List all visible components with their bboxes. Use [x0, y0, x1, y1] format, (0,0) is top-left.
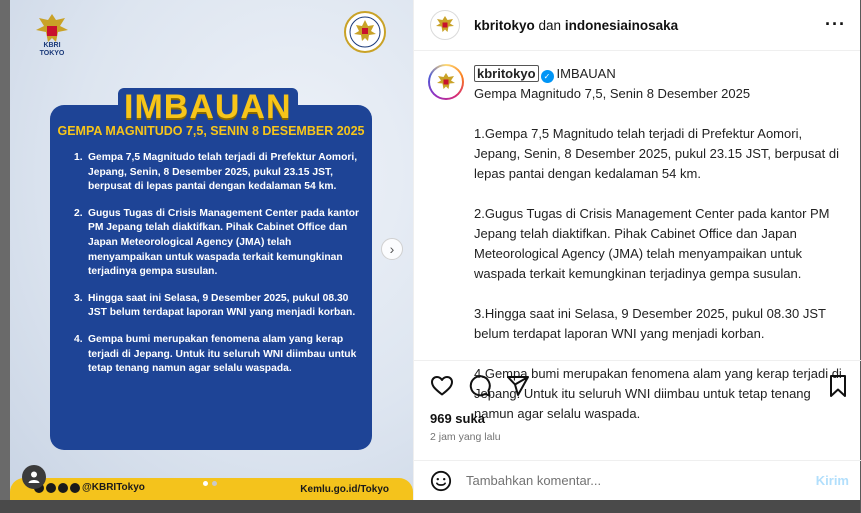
- point-text: Gempa 7,5 Magnitudo telah terjadi di Prefektur Aomori, Jepang, Senin, 8 Desember 2025, pukul 23.15 JST, berpusat di lepas pantai dengan kedalaman 54 km.: [88, 152, 358, 193]
- action-icons: [430, 374, 530, 398]
- caption-subtitle: Gempa Magnitudo 7,5, Senin 8 Desember 2025: [474, 86, 751, 101]
- background-overlay: [0, 0, 10, 513]
- carousel-dots: [203, 481, 217, 486]
- post-timestamp[interactable]: 2 jam yang lalu: [430, 431, 501, 443]
- heart-icon[interactable]: [430, 374, 454, 398]
- comment-icon[interactable]: [468, 374, 492, 398]
- media-subhead: GEMPA MAGNITUDO 7,5, SENIN 8 DESEMBER 2025: [57, 124, 365, 138]
- point-number: 1.: [74, 152, 83, 163]
- youtube-icon: [70, 483, 80, 493]
- list-item: [74, 333, 366, 377]
- post-modal: [10, 0, 860, 500]
- announcement-points: [74, 151, 366, 389]
- point-text: Gempa bumi merupakan fenomena alam yang kerap terjadi di Jepang. Untuk itu seluruh WNI diimbau untuk tetap tenang namun agar selalu waspada.: [88, 333, 357, 375]
- likes-count[interactable]: 969 suka: [430, 411, 485, 426]
- kbri-tokyo-logo: [24, 42, 80, 58]
- ministry-seal-icon: [343, 10, 387, 54]
- list-item: [74, 292, 366, 321]
- avatar[interactable]: [430, 10, 460, 40]
- emoji-icon[interactable]: [430, 470, 452, 492]
- caption-paragraph: 1.Gempa 7,5 Magnitudo telah terjadi di Prefektur Aomori, Jepang, Senin, 8 Desember 2025, pukul 23.15 JST, berpusat di lepas pantai dengan kedalaman 54 km.: [474, 126, 839, 181]
- garuda-avatar-icon: [434, 14, 456, 36]
- social-handles: [34, 482, 145, 493]
- kbri-logo-text: KBRI TOKYO: [39, 42, 65, 57]
- post-comment-button[interactable]: Kirim: [815, 473, 849, 488]
- post-details: [413, 0, 860, 500]
- carousel-dot-active: [203, 481, 208, 486]
- caption-paragraph: 4.Gempa bumi merupakan fenomena alam yang kerap terjadi di Jepang. Untuk itu seluruh WNI diimbau untuk tetap tenang namun agar selalu waspada.: [474, 366, 842, 421]
- chevron-right-icon: ›: [389, 241, 395, 257]
- carousel-next-button[interactable]: [381, 238, 403, 260]
- bookmark-icon[interactable]: [827, 374, 849, 398]
- verified-badge-icon: ✓: [541, 70, 554, 83]
- post-caption: [474, 64, 845, 421]
- list-item: [74, 151, 366, 195]
- authors-connector: dan: [538, 17, 562, 33]
- caption-paragraph: 2.Gugus Tugas di Crisis Management Center pada kantor PM Jepang telah diaktifkan. Pihak Cabinet Office dan Japan Meteorological Agency (JMA) telah menyampaikan untuk waspada terkait kemungkinan terjadinya gempa susulan.: [474, 206, 830, 281]
- comment-bar: [414, 460, 861, 500]
- tagged-users-button[interactable]: [22, 465, 46, 489]
- author-link[interactable]: kbritokyo: [474, 17, 535, 33]
- avatar[interactable]: [428, 64, 464, 100]
- website-text: Kemlu.go.id/Tokyo: [300, 484, 389, 495]
- post-media: [10, 0, 413, 500]
- post-header: [414, 0, 860, 51]
- point-text: Hingga saat ini Selasa, 9 Desember 2025, pukul 08.30 JST belum terdapat laporan WNI yang menjadi korban.: [88, 292, 356, 319]
- comment-input[interactable]: Tambahkan komentar...: [466, 473, 602, 488]
- facebook-icon: [46, 483, 56, 493]
- point-number: 2.: [74, 207, 83, 219]
- collaborator-link[interactable]: indonesiainosaka: [564, 17, 679, 33]
- headline-badge: IMBAUAN: [118, 88, 298, 126]
- more-options-button[interactable]: ···: [825, 14, 846, 34]
- garuda-avatar-icon: [435, 71, 457, 93]
- point-text: Gugus Tugas di Crisis Management Center pada kantor PM Jepang telah diaktifkan. Pihak Cabinet Office dan Japan Meteorological Agency (JMA) telah menyampaikan untuk waspada terkait kemungkinan terjadinya gempa susulan.: [88, 207, 360, 278]
- carousel-dot: [212, 481, 217, 486]
- share-icon[interactable]: [506, 374, 530, 398]
- caption-paragraph: 3.Hingga saat ini Selasa, 9 Desember 2025, pukul 08.30 JST belum terdapat laporan WNI yang menjadi korban.: [474, 306, 826, 341]
- caption-username-link[interactable]: kbritokyo: [474, 65, 539, 82]
- post-actions: [414, 360, 861, 460]
- caption-title: IMBAUAN: [556, 66, 616, 81]
- social-handle-text: @KBRITokyo: [82, 482, 145, 493]
- background-feed-strip: [0, 500, 860, 513]
- point-number: 3.: [74, 292, 83, 304]
- list-item: [74, 207, 366, 280]
- user-icon: [27, 470, 41, 484]
- post-authors: [474, 18, 678, 33]
- x-icon: [58, 483, 68, 493]
- point-number: 4.: [74, 333, 83, 345]
